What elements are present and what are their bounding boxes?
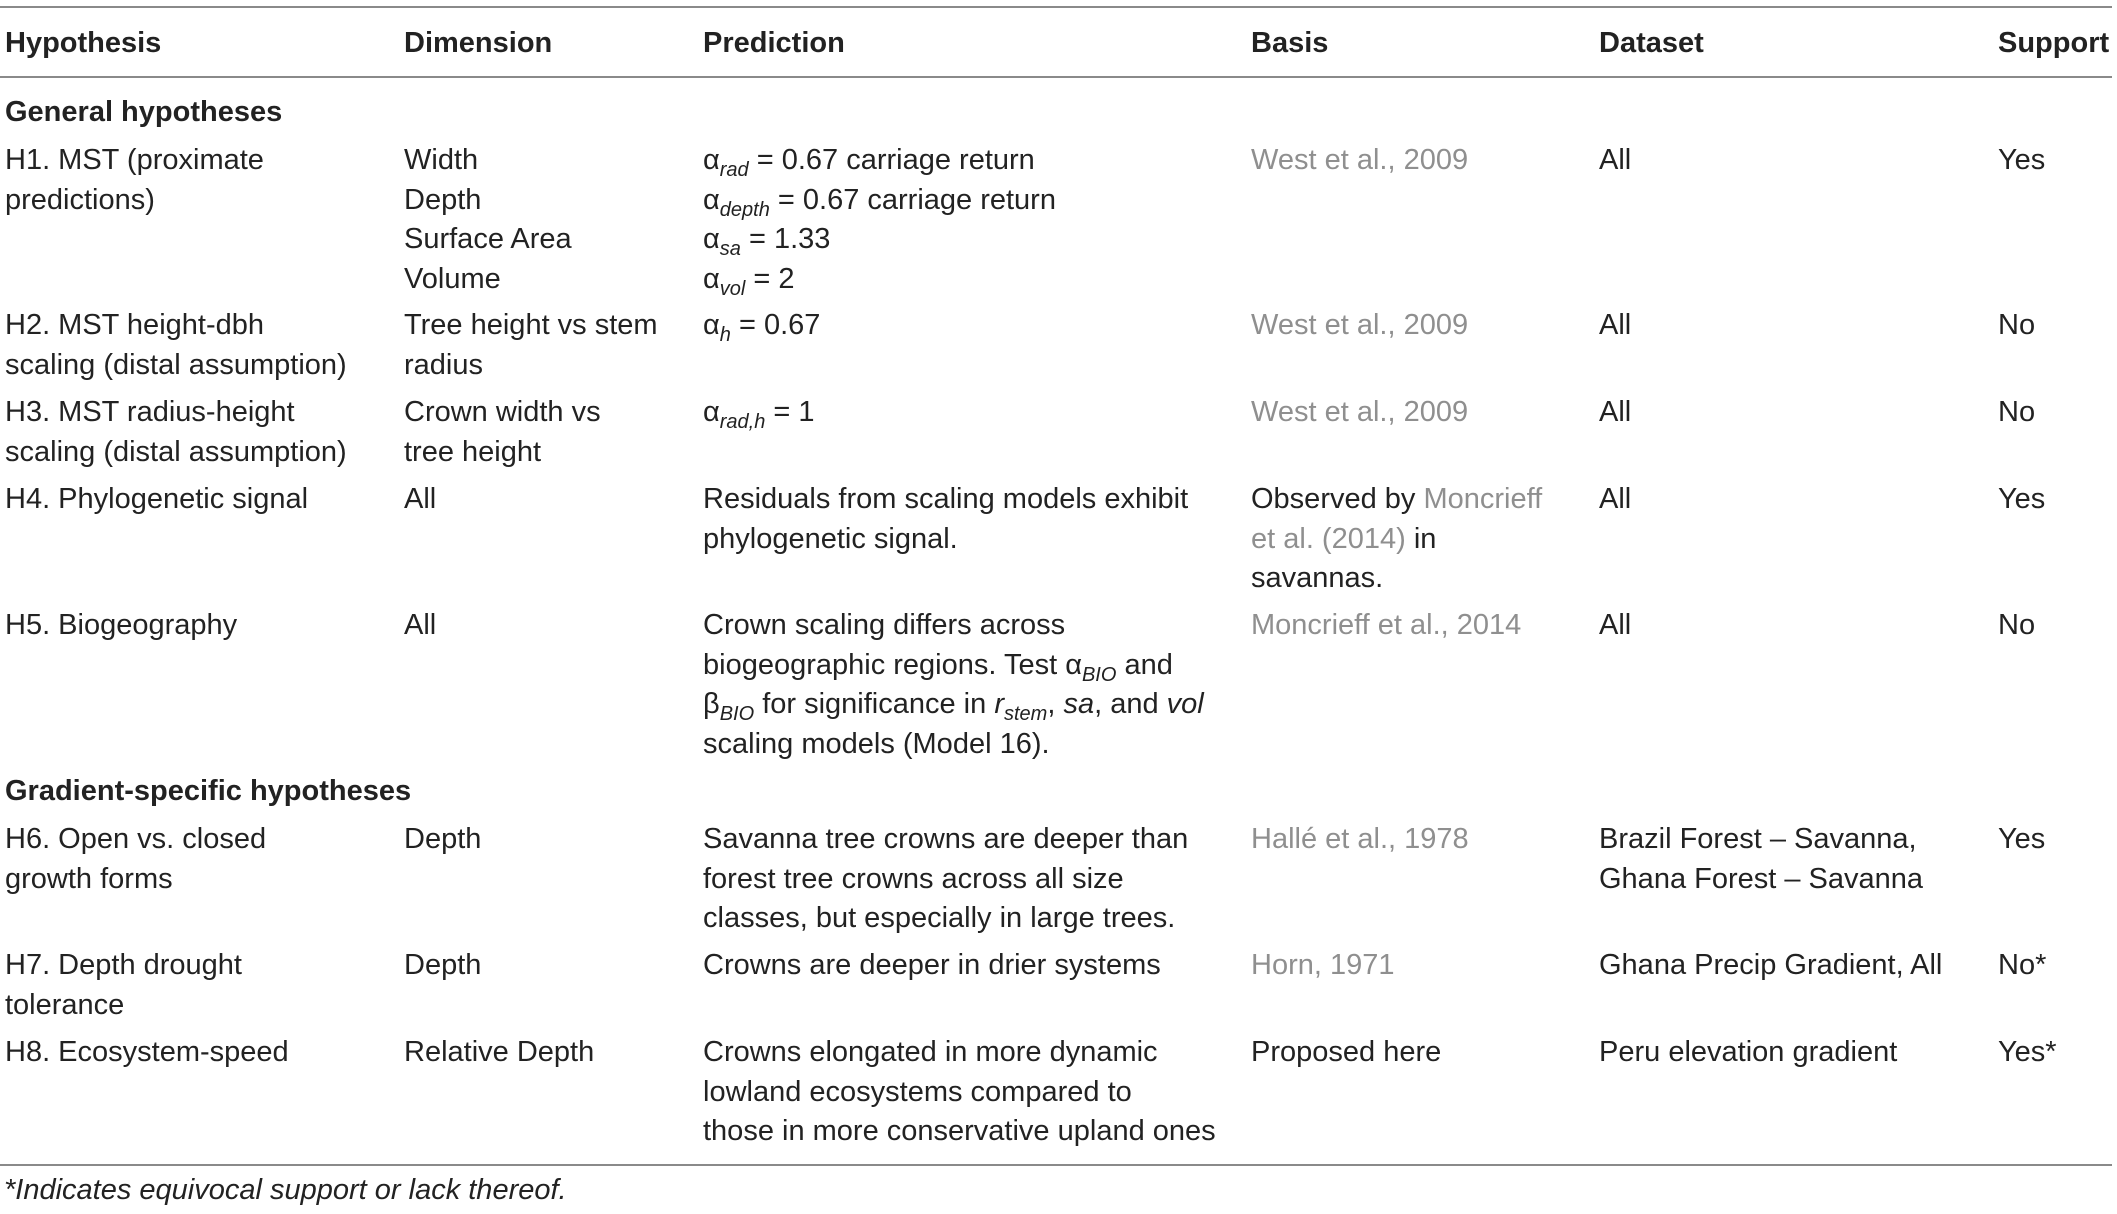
h4-dimension: All [404,483,437,515]
h7-basis-link[interactable]: Horn, 1971 [1251,949,1395,981]
table-bottom-rule [0,1164,2112,1166]
header-dataset: Dataset [1599,27,1704,59]
h5-dimension: All [404,609,437,641]
h3-dataset: All [1599,396,1632,428]
header-rule [0,76,2112,78]
h4-basis-link-a[interactable]: Moncrieff [1423,483,1543,515]
h5-hypothesis: H5. Biogeography [5,609,238,641]
h5-basis-link[interactable]: Moncrieff et al., 2014 [1251,609,1522,641]
h8-prediction: Crowns elongated in more dynamic lowland ecosystems compared to those in more conservative upland ones [703,1036,1216,1147]
table-footnote: *Indicates equivocal support or lack thereof. [4,1174,567,1206]
h4-basis-link-b[interactable]: et al. (2014) [1251,522,1406,555]
h1-prediction: $\alpha_{rad} = 0.67$ carriage return $\alpha_{depth} = 0.67$ carriage return $\alpha_{sa} = 1.33$ $\alpha_{vol} = 2$ [703,144,1056,300]
h7-prediction: Crowns are deeper in drier systems [703,949,1161,981]
h3-hypothesis: H3. MST radius-height scaling (distal assumption) [5,396,347,468]
h2-dimension: Tree height vs stem radius [404,309,658,381]
h8-dataset: Peru elevation gradient [1599,1036,1898,1068]
h8-hypothesis: H8. Ecosystem-speed [5,1036,289,1068]
header-support: Support [1998,27,2110,59]
h8-support: Yes* [1998,1036,2057,1068]
h2-hypothesis: H2. MST height-dbh scaling (distal assumption) [5,309,347,381]
h3-prediction: $\alpha_{rad,h} = 1$ [703,396,815,433]
h3-dimension: Crown width vs tree height [404,396,601,468]
h1-support: Yes [1998,144,2046,176]
h4-dataset: All [1599,483,1632,515]
table-top-rule [0,6,2112,8]
h5-dataset: All [1599,609,1632,641]
h6-dimension: Depth [404,823,482,855]
header-hypothesis: Hypothesis [5,27,162,59]
h7-dimension: Depth [404,949,482,981]
h2-support: No [1998,309,2036,341]
h3-basis-link[interactable]: West et al., 2009 [1251,396,1469,428]
h4-hypothesis: H4. Phylogenetic signal [5,483,309,515]
h8-dimension: Relative Depth [404,1036,595,1068]
h6-prediction: Savanna tree crowns are deeper than forest tree crowns across all size classes, but especially in large trees. [703,823,1189,934]
section-general: General hypotheses [5,96,283,128]
h3-support: No [1998,396,2036,428]
h4-support: Yes [1998,483,2046,515]
h4-prediction: Residuals from scaling models exhibit phylogenetic signal. [703,483,1189,555]
h1-hypothesis: H1. MST (proximate predictions) [5,144,264,216]
header-basis: Basis [1251,27,1329,59]
h5-support: No [1998,609,2036,641]
h8-basis: Proposed here [1251,1036,1442,1068]
h4-basis: Observed by Moncrieff et al. (2014) in savannas. [1251,483,1543,594]
h7-dataset: Ghana Precip Gradient, All [1599,949,1943,981]
h7-hypothesis: H7. Depth drought tolerance [5,949,242,1021]
h6-basis-link[interactable]: Hallé et al., 1978 [1251,823,1469,855]
h6-hypothesis: H6. Open vs. closed growth forms [5,823,267,895]
h1-dimension: Width Depth Surface Area Volume [404,144,572,295]
h2-basis-link[interactable]: West et al., 2009 [1251,309,1469,341]
header-dimension: Dimension [404,27,553,59]
h6-support: Yes [1998,823,2046,855]
h2-prediction: $\alpha_h = 0.67$ [703,309,821,346]
h2-dataset: All [1599,309,1632,341]
h1-dataset: All [1599,144,1632,176]
h5-prediction: Crown scaling differs across biogeographic regions. Test $\alpha_{BIO}$ and $\beta_{BIO}$ for significance in $r_{stem}$, sa, and vol scaling models (Model 16). [703,609,1204,760]
h6-dataset: Brazil Forest – Savanna, Ghana Forest – Savanna [1599,823,1924,895]
section-gradient: Gradient-specific hypotheses [5,775,412,807]
h7-support: No* [1998,949,2047,981]
h1-basis-link[interactable]: West et al., 2009 [1251,144,1469,176]
header-prediction: Prediction [703,27,845,59]
